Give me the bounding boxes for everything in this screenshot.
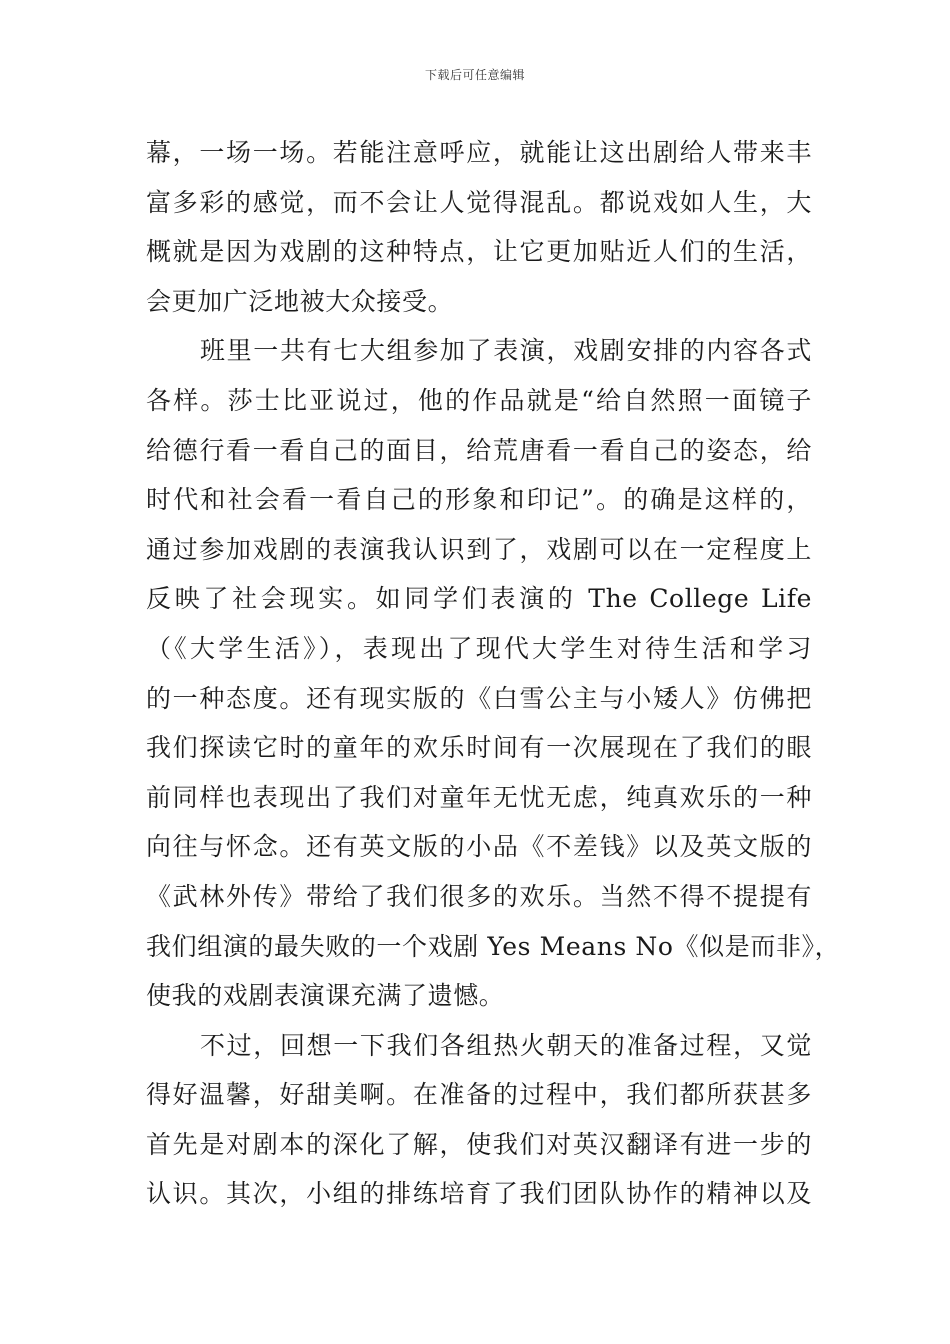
text-line: 各样。莎士比亚说过，他的作品就是“给自然照一面镜子 (146, 385, 812, 415)
page-header: 下载后可任意编辑 (424, 68, 525, 82)
text-line: 给德行看一看自己的面目，给荒唐看一看自己的姿态，给 (146, 435, 812, 465)
text-line: 会更加广泛地被大众接受。 (146, 286, 454, 316)
text-line: 的一种态度。还有现实版的《白雪公主与小矮人》仿佛把 (146, 683, 812, 713)
text-line: 时代和社会看一看自己的形象和印记”。的确是这样的， (146, 485, 812, 515)
text-line: 富多彩的感觉，而不会让人觉得混乱。都说戏如人生，大 (146, 187, 812, 217)
text-line: 幕，一场一场。若能注意呼应，就能让这出剧给人带来丰 (146, 138, 812, 167)
text-line: 首先是对剧本的深化了解，使我们对英汉翻译有进一步的 (146, 1129, 812, 1159)
text-line: 向往与怀念。还有英文版的小品《不差钱》以及英文版的 (146, 832, 812, 862)
text-line: 使我的戏剧表演课充满了遗憾。 (146, 981, 505, 1011)
text-line: 前同样也表现出了我们对童年无忧无虑，纯真欢乐的一种 (146, 782, 812, 812)
text-line: 通过参加戏剧的表演我认识到了，戏剧可以在一定程度上 (146, 534, 812, 564)
paragraph (146, 1021, 812, 1219)
text-line: （《大学生活》），表现出了现代大学生对待生活和学习 (146, 633, 812, 663)
paragraph (146, 326, 841, 1020)
text-line: 《武林外传》带给了我们很多的欢乐。当然不得不提提有 (146, 881, 812, 911)
paragraph (146, 128, 812, 326)
text-line: 认识。其次，小组的排练培育了我们团队协作的精神以及 (146, 1179, 812, 1209)
text-line: 我们探读它时的童年的欢乐时间有一次展现在了我们的眼 (146, 733, 812, 763)
text-line: 概就是因为戏剧的这种特点，让它更加贴近人们的生活， (146, 237, 812, 267)
text-line: 我们组演的最失败的一个戏剧 Yes Means No《似是而非》， (146, 931, 841, 961)
document-body (146, 128, 841, 1219)
text-line: 反映了社会现实。如同学们表演的 The College Life (146, 584, 812, 614)
text-line: 得好温馨，好甜美啊。在准备的过程中，我们都所获甚多 (146, 1080, 812, 1110)
text-line: 班里一共有七大组参加了表演，戏剧安排的内容各式 (200, 336, 812, 366)
text-line: 不过，回想一下我们各组热火朝天的准备过程，又觉 (200, 1030, 812, 1060)
